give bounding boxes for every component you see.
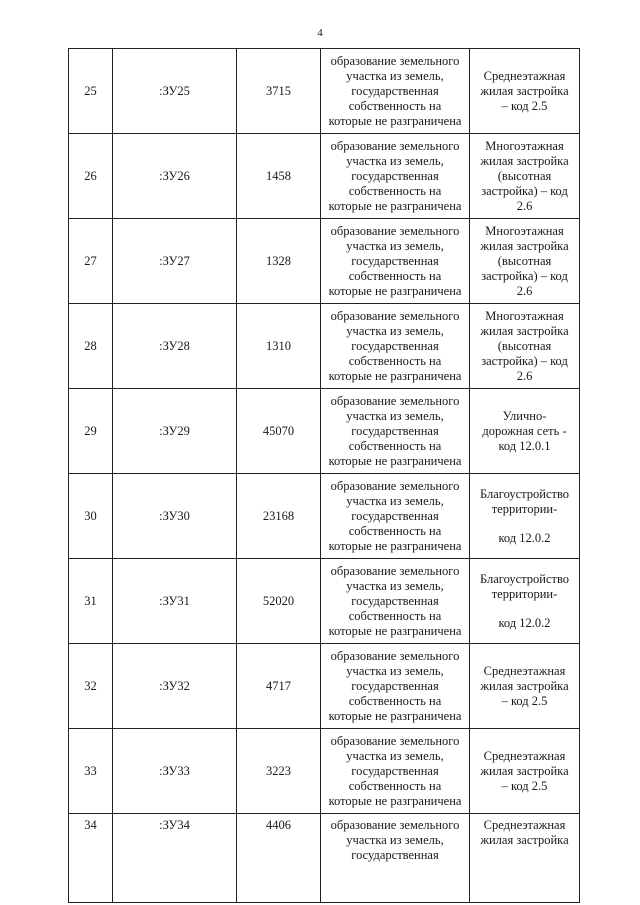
formation-method-line: собственность на	[348, 523, 442, 538]
formation-method-line: которые не разграничена	[328, 283, 462, 298]
plot-code-cell: :ЗУ31	[113, 559, 237, 644]
permitted-use-line: Среднеэтажная	[483, 68, 566, 83]
plot-area-cell: 23168	[237, 474, 321, 559]
permitted-use-line: 2.6	[516, 283, 533, 298]
plot-code-cell: :ЗУ26	[113, 134, 237, 219]
formation-method-line: образование земельного	[330, 138, 460, 153]
formation-method-line: образование земельного	[330, 308, 460, 323]
row-number-cell: 30	[69, 474, 113, 559]
formation-method-line: участка из земель,	[346, 578, 444, 593]
land-plot-table-container	[68, 48, 580, 905]
permitted-use-line: жилая застройка	[480, 678, 569, 693]
permitted-use-line	[472, 602, 577, 616]
plot-area-cell: 1328	[237, 219, 321, 304]
row-number-cell: 26	[69, 134, 113, 219]
permitted-use-line: (высотная	[497, 253, 552, 268]
formation-method-cell	[321, 49, 470, 134]
row-number-cell: 33	[69, 729, 113, 814]
permitted-use-cell	[470, 559, 580, 644]
permitted-use-line: код 12.0.2	[498, 615, 551, 630]
formation-method-line: участка из земель,	[346, 153, 444, 168]
table-row	[69, 729, 580, 814]
table-row	[69, 559, 580, 644]
permitted-use-cell	[470, 49, 580, 134]
formation-method-cell	[321, 729, 470, 814]
permitted-use-line: (высотная	[497, 168, 552, 183]
permitted-use-cell	[470, 814, 580, 903]
formation-method-line: собственность на	[348, 438, 442, 453]
formation-method-line: которые не разграничена	[328, 708, 462, 723]
permitted-use-line: – код 2.5	[501, 98, 548, 113]
permitted-use-line: дорожная сеть -	[482, 423, 567, 438]
plot-code-cell: :ЗУ33	[113, 729, 237, 814]
plot-area-cell: 45070	[237, 389, 321, 474]
formation-method-cell	[321, 389, 470, 474]
formation-method-line: собственность на	[348, 693, 442, 708]
formation-method-cell	[321, 474, 470, 559]
permitted-use-cell	[470, 474, 580, 559]
permitted-use-line: жилая застройка	[480, 153, 569, 168]
permitted-use-line: жилая застройка	[480, 323, 569, 338]
permitted-use-line: Улично-	[502, 408, 547, 423]
formation-method-line: участка из земель,	[346, 323, 444, 338]
plot-code-cell: :ЗУ25	[113, 49, 237, 134]
formation-method-line: государственная	[351, 168, 439, 183]
formation-method-line: участка из земель,	[346, 238, 444, 253]
table-row	[69, 219, 580, 304]
row-number-cell: 31	[69, 559, 113, 644]
permitted-use-line: жилая застройка	[480, 763, 569, 778]
row-number-cell: 32	[69, 644, 113, 729]
table-row	[69, 134, 580, 219]
table-body	[69, 49, 580, 903]
formation-method-line: участка из земель,	[346, 68, 444, 83]
permitted-use-line: код 12.0.1	[498, 438, 551, 453]
permitted-use-cell	[470, 644, 580, 729]
formation-method-line: собственность на	[348, 353, 442, 368]
formation-method-line: образование земельного	[330, 733, 460, 748]
formation-method-line: образование земельного	[330, 563, 460, 578]
table-row	[69, 644, 580, 729]
permitted-use-line: Многоэтажная	[485, 308, 564, 323]
formation-method-cell	[321, 644, 470, 729]
table-row	[69, 304, 580, 389]
permitted-use-line: территории-	[491, 501, 558, 516]
formation-method-line: государственная	[351, 678, 439, 693]
permitted-use-cell	[470, 304, 580, 389]
row-number-cell: 25	[69, 49, 113, 134]
formation-method-line: собственность на	[348, 98, 442, 113]
table-row	[69, 814, 580, 903]
formation-method-line: собственность на	[348, 183, 442, 198]
plot-code-cell: :ЗУ34	[113, 814, 237, 903]
formation-method-line: собственность на	[348, 778, 442, 793]
row-number-cell: 28	[69, 304, 113, 389]
permitted-use-cell	[470, 729, 580, 814]
plot-area-cell: 3223	[237, 729, 321, 814]
permitted-use-line: застройка) – код	[481, 353, 568, 368]
formation-method-line: участка из земель,	[346, 408, 444, 423]
plot-code-cell: :ЗУ30	[113, 474, 237, 559]
formation-method-line: участка из земель,	[346, 663, 444, 678]
permitted-use-cell	[470, 219, 580, 304]
formation-method-line: образование земельного	[330, 223, 460, 238]
table-row	[69, 389, 580, 474]
permitted-use-line: Многоэтажная	[485, 138, 564, 153]
formation-method-line: образование земельного	[330, 648, 460, 663]
plot-area-cell: 1310	[237, 304, 321, 389]
row-number-cell: 34	[69, 814, 113, 903]
permitted-use-line: застройка) – код	[481, 183, 568, 198]
permitted-use-line: 2.6	[516, 368, 533, 383]
plot-code-cell: :ЗУ28	[113, 304, 237, 389]
permitted-use-line: жилая застройка	[480, 238, 569, 253]
formation-method-line: участка из земель,	[346, 493, 444, 508]
formation-method-line: которые не разграничена	[328, 538, 462, 553]
formation-method-line: образование земельного	[330, 53, 460, 68]
formation-method-cell	[321, 559, 470, 644]
formation-method-line: собственность на	[348, 608, 442, 623]
plot-code-cell: :ЗУ29	[113, 389, 237, 474]
plot-area-cell: 4717	[237, 644, 321, 729]
permitted-use-line: жилая застройка	[480, 833, 569, 847]
formation-method-line: участка из земель,	[346, 748, 444, 763]
formation-method-line: государственная	[351, 848, 439, 862]
permitted-use-line: Многоэтажная	[485, 223, 564, 238]
formation-method-line: которые не разграничена	[328, 623, 462, 638]
table-row	[69, 474, 580, 559]
formation-method-line: государственная	[351, 423, 439, 438]
formation-method-line: которые не разграничена	[328, 113, 462, 128]
plot-area-cell: 3715	[237, 49, 321, 134]
plot-area-cell: 4406	[237, 814, 321, 903]
formation-method-line: государственная	[351, 763, 439, 778]
formation-method-cell	[321, 814, 470, 903]
formation-method-line: государственная	[351, 508, 439, 523]
formation-method-line: которые не разграничена	[328, 453, 462, 468]
plot-area-cell: 52020	[237, 559, 321, 644]
row-number-cell: 27	[69, 219, 113, 304]
formation-method-line: образование земельного	[330, 478, 460, 493]
formation-method-line: которые не разграничена	[328, 793, 462, 808]
formation-method-line: участка из земель,	[346, 833, 444, 847]
permitted-use-line: Среднеэтажная	[483, 818, 566, 832]
formation-method-line: государственная	[351, 83, 439, 98]
permitted-use-line: Среднеэтажная	[483, 748, 566, 763]
permitted-use-line: жилая застройка	[480, 83, 569, 98]
table-row	[69, 49, 580, 134]
permitted-use-line: – код 2.5	[501, 693, 548, 708]
formation-method-line: которые не разграничена	[328, 198, 462, 213]
formation-method-line: собственность на	[348, 268, 442, 283]
page-number: 4	[317, 27, 323, 39]
permitted-use-line: Благоустройство	[479, 486, 570, 501]
permitted-use-line	[472, 517, 577, 531]
plot-code-cell: :ЗУ32	[113, 644, 237, 729]
permitted-use-line: код 12.0.2	[498, 530, 551, 545]
formation-method-line: государственная	[351, 338, 439, 353]
permitted-use-cell	[470, 389, 580, 474]
formation-method-line: образование земельного	[330, 818, 460, 832]
permitted-use-line: – код 2.5	[501, 778, 548, 793]
formation-method-cell	[321, 304, 470, 389]
formation-method-line: которые не разграничена	[328, 368, 462, 383]
permitted-use-cell	[470, 134, 580, 219]
land-plot-table	[68, 48, 580, 903]
permitted-use-line: застройка) – код	[481, 268, 568, 283]
formation-method-cell	[321, 219, 470, 304]
permitted-use-line: (высотная	[497, 338, 552, 353]
formation-method-line: образование земельного	[330, 393, 460, 408]
plot-code-cell: :ЗУ27	[113, 219, 237, 304]
permitted-use-line: Среднеэтажная	[483, 663, 566, 678]
formation-method-line: государственная	[351, 593, 439, 608]
permitted-use-line: территории-	[491, 586, 558, 601]
permitted-use-line: 2.6	[516, 198, 533, 213]
permitted-use-line: Благоустройство	[479, 571, 570, 586]
row-number-cell: 29	[69, 389, 113, 474]
plot-area-cell: 1458	[237, 134, 321, 219]
formation-method-cell	[321, 134, 470, 219]
formation-method-line: государственная	[351, 253, 439, 268]
